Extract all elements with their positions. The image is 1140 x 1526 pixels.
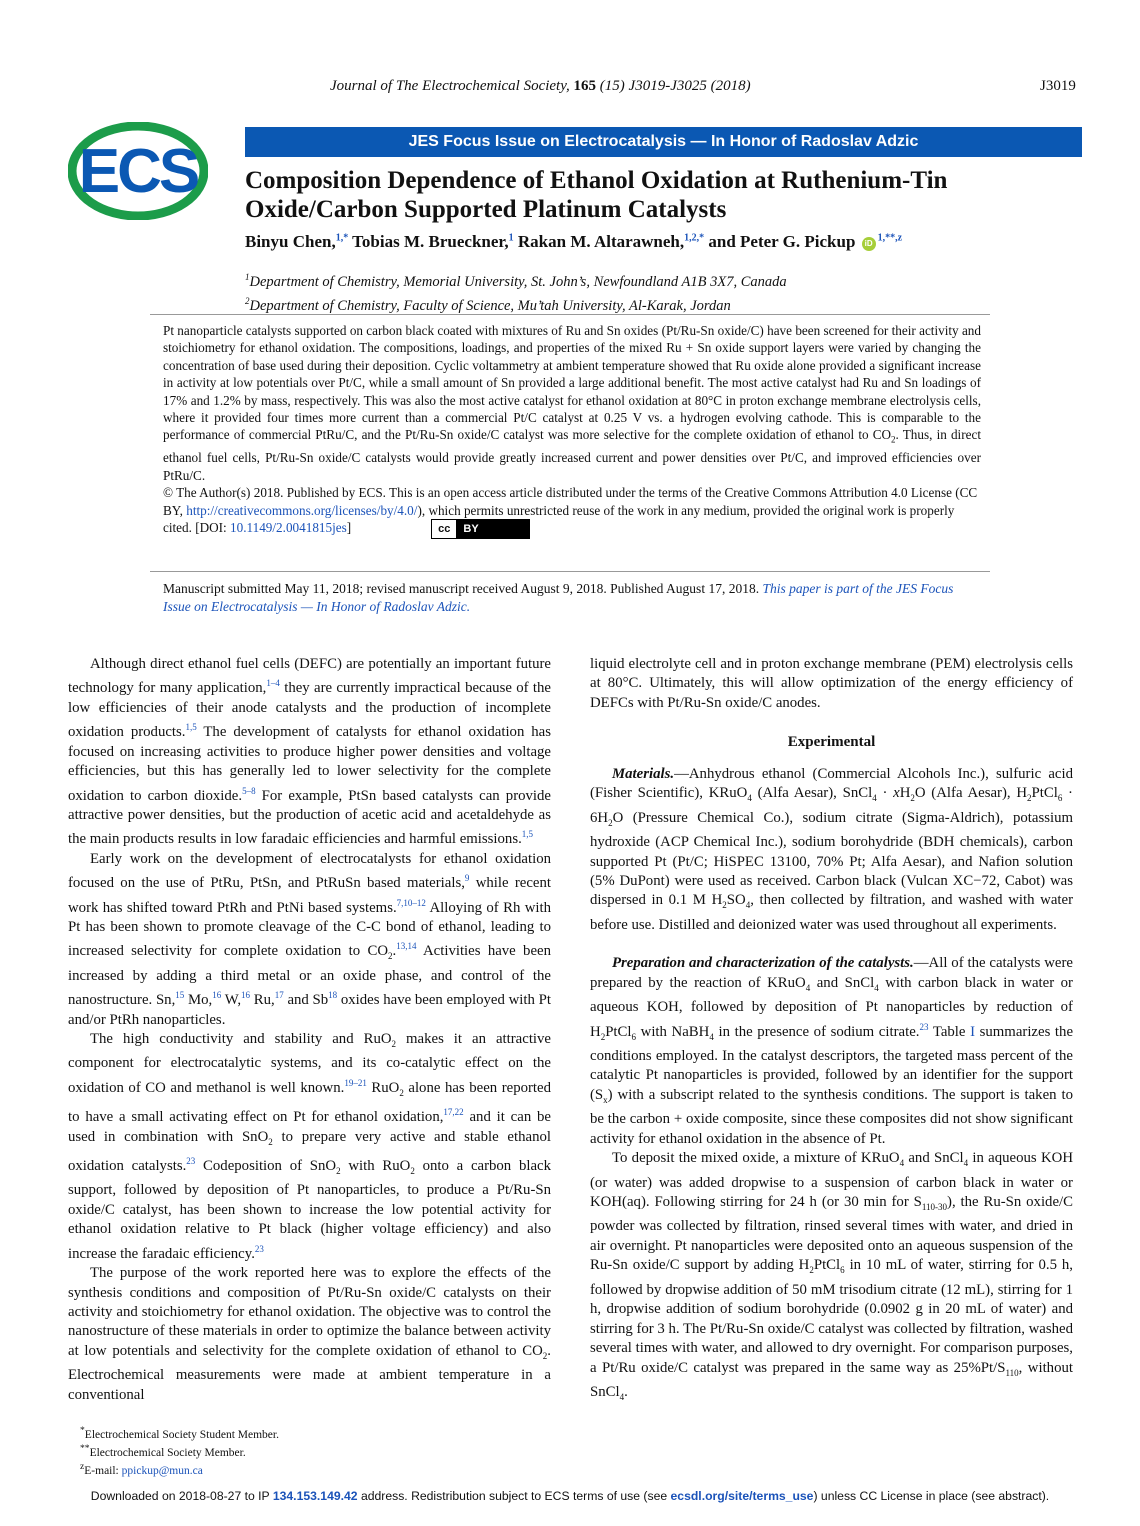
author-name: Tobias M. Brueckner,	[352, 232, 509, 251]
footnote: *Electrochemical Society Student Member.	[80, 1425, 279, 1441]
author-list	[245, 232, 902, 252]
journal-citation: Journal of The Electrochemical Society, 165 (15) J3019-J3025 (2018)	[330, 78, 751, 94]
paragraph: The purpose of the work reported here was to explore the effects of the synthesis conditions and composition of Pt/Ru-Sn oxide/C catalysts on their activity and stoichiometry for ethanol oxidation. The objective was to control the nanostructure of these materials in order to optimize the balance between activity at low potentials and selectivity for the complete oxidation of ethanol to $CO_2$. Electrochemical measurements were made at ambient temperature in a conventional	[68, 1265, 551, 1403]
abstract	[163, 322, 981, 539]
article-title: Composition Dependence of Ethanol Oxidation at Ruthenium-Tin Oxide/Carbon Supported Platinum Catalysts	[245, 167, 948, 223]
license-link[interactable]: http://creativecommons.org/licenses/by/4.0/	[186, 502, 418, 518]
author-mark: 1,**,z	[877, 232, 903, 244]
body-column-left	[68, 655, 551, 1405]
author-mark: 1,*	[335, 232, 349, 244]
affiliation: $^2$Department of Chemistry, Faculty of Science, Mu’tah University, Al-Karak, Jordan	[245, 295, 731, 314]
ecs-logo	[68, 122, 208, 220]
email-link[interactable]: ppickup@mun.ca	[121, 1465, 203, 1478]
paragraph: To deposit the mixed oxide, a mixture of KRuO$_4$ and SnCl$_4$ in aqueous KOH (or water) was added dropwise to a suspension of carbon black in water or KOH(aq). Following stirring for 24 h (or 30 min for $S_{110-30}$), the Ru-Sn oxide/C powder was collected by filtration, rinsed several times with water, and dried in air overnight. Pt nanoparticles were deposited onto an aqueous suspension of the Ru-Sn oxide/C support by adding $H_2PtCl_6$ in 10 mL of water, stirring for 0.5 h, followed by dropwise addition of 50 mM trisodium citrate (12 mL), stirring for 1 h, dropwise addition of sodium borohydride (0.0902 g in 20 mL of water) and stirring for 3 h. The Pt/Ru-Sn oxide/C catalyst was collected by filtration, washed several times with water, and allowed to dry overnight. For comparison purposes, a Pt/Ru oxide/C catalyst was prepared in the same way as $25\%Pt/S_{110}$, without SnCl$_4$.	[590, 1150, 1074, 1402]
focus-issue-link[interactable]: This paper is part of the JES Focus Issue on Electrocatalysis — In Honor of Radoslav Adzic.	[163, 581, 954, 614]
section-heading-experimental: Experimental	[787, 734, 876, 751]
affiliation: $^1$Department of Chemistry, Memorial University, St. John’s, Newfoundland A1B 3X7, Canada	[245, 272, 787, 290]
orcid-icon[interactable]: iD	[862, 237, 876, 251]
paragraph: Early work on the development of electrocatalysts for ethanol oxidation focused on the use of PtRu, PtSn, and PtRuSn based materials,$^9$ while recent work has shifted toward PtRh and PtNi based systems.$^{7,10-12}$ Alloying of Rh with Pt has been shown to promote cleavage of the C-C bond of ethanol, leading to increased selectivity for complete oxidation to $CO_2.^{13,14}$ Activities have been increased by adding a third metal or an oxide phase, and control of the nanostructure. Sn,$^{15}$ Mo,$^{16}$ W,$^{16}$ Ru,$^{17}$ and Sb$^{18}$ oxides have been employed with Pt and/or PtRh nanoparticles.	[68, 850, 551, 1028]
license-statement: © The Author(s) 2018. Published by ECS. This is an open access article distributed under the terms of the Creative Commons Attribution 4.0 License (CC BY, http://creativecommons.org/licenses/by/4.0/), which permits unrestricted reuse of the work in any medium, provided the original work is properly cited. [DOI: 10.1149/2.0041815jes] cc BY	[163, 484, 981, 539]
author-name: Rakan M. Altarawneh,	[517, 232, 685, 251]
cc-by-badge[interactable]: cc BY	[431, 519, 530, 539]
footnote: **Electrochemical Society Member.	[80, 1443, 246, 1459]
paragraph: The high conductivity and stability and RuO$_2$ makes it an attractive component for electrocatalytic systems, and its co-catalytic effect on the oxidation of CO and methanol is well known.$^{19-21}$ RuO$_2$ alone has been reported to have a small activating effect on Pt for ethanol oxidation,$^{17,22}$ and it can be used in combination with SnO$_2$ to prepare very active and stable ethanol oxidation catalysts.$^{23}$ Codeposition of SnO$_2$ with RuO$_2$ onto a carbon black support, followed by deposition of Pt nanoparticles, to produce a Pt/Ru-Sn oxide/C catalyst, has been shown to increase the low potential activity for ethanol oxidation relative to Pt black (higher voltage efficiency) and also increase the faradaic efficiency.$^{23}$	[68, 1031, 552, 1262]
ip-link[interactable]: 134.153.149.42	[272, 1489, 358, 1503]
paragraph: Although direct ethanol fuel cells (DEFC) are potentially an important future technology for many application,$^{1-4}$ they are currently impractical because of the low efficiencies of their anode catalysts and the production of incomplete oxidation products.$^{1,5}$ The development of catalysts for ethanol oxidation has focused on increasing activities to produce higher power densities and voltage efficiencies, but this has generally led to lower selectivity for the complete oxidation to carbon dioxide.$^{5-8}$ For example, PtSn based catalysts can provide attractive power densities, but the production of acetic acid and acetaldehyde as the main products results in low faradaic efficiencies and harmful emissions.$^{1,5}$	[68, 656, 551, 848]
paragraph: liquid electrolyte cell and in proton exchange membrane (PEM) electrolysis cells at 80°C. Ultimately, this will allow optimization of the energy efficiency of DEFCs with Pt/Ru-Sn oxide/C anodes.	[590, 656, 1073, 711]
focus-issue-banner: JES Focus Issue on Electrocatalysis — In Honor of Radoslav Adzic	[245, 127, 1082, 157]
author-mark: 1,2,*	[684, 232, 705, 244]
affiliations	[245, 268, 787, 316]
manuscript-info: Manuscript submitted May 11, 2018; revised manuscript received August 9, 2018. Published August 17, 2018. This paper is part of the JES Focus Issue on Electrocatalysis — In Honor of Radoslav Adzic.	[163, 581, 954, 614]
abstract-body: Pt nanoparticle catalysts supported on carbon black coated with mixtures of Ru and Sn oxides (Pt/Ru-Sn oxide/C) have been screened for their activity and stoichiometry for ethanol oxidation. The compositions, loadings, and properties of the mixed Ru + Sn oxide support layers were varied by changing the concentration of base used during their deposition. Cyclic voltammetry at ambient temperature showed that Ru oxide alone provided a significant increase in activity at low potentials over Pt/C, while a small amount of Sn provided a large additional benefit. The most active catalyst had Ru and Sn loadings of 17% and 1.2% by mass, respectively. This was also the most active catalyst for ethanol oxidation at 80°C in proton exchange membrane electrolysis cells, where it provided four times more current than a commercial Pt/C catalyst at 0.25 V vs. a hydrogen evolving cathode. This is comparable to the performance of commercial PtRu/C, and the Pt/Ru-Sn oxide/C catalyst was more selective for the complete oxidation of ethanol to $CO_2$. Thus, in direct ethanol fuel cells, Pt/Ru-Sn oxide/C catalysts would provide greatly increased current and power densities over Pt/C, and improved efficiencies over PtRu/C.	[163, 323, 981, 483]
author-mark: 1	[508, 232, 514, 244]
paragraph: Preparation and characterization of the catalysts.—All of the catalysts were prepared by the reaction of KRuO$_4$ and SnCl$_4$ with carbon black in water or aqueous KOH, followed by deposition of Pt nanoparticles by reduction of $H_2PtCl_6$ with NaBH$_4$ in the presence of sodium citrate.$^{23}$ Table I summarizes the conditions employed. In the catalyst descriptors, the targeted mass percent of the catalytic Pt nanoparticles is provided, followed by an identifier for the support $(S_x)$ with a subscript related to the synthesis conditions. The support is taken to be the carbon + oxide composite, since these composites did not show significant activity for ethanol oxidation in the absence of Pt.	[590, 955, 1074, 1147]
body-column-right	[590, 655, 1073, 1407]
download-footer: Downloaded on 2018-08-27 to IP 134.153.149.42 address. Redistribution subject to ECS terms of use (see ecsdl.org/site/terms_use) unless CC License in place (see abstract).	[90, 1489, 1050, 1503]
footnote: $^z$E-mail: ppickup@mun.ca	[80, 1461, 203, 1478]
logo-text: ECS	[78, 137, 198, 206]
page-number: J3019	[1040, 78, 1076, 94]
terms-link[interactable]: ecsdl.org/site/terms_use	[670, 1489, 814, 1503]
author-name: and Peter G. Pickup	[708, 232, 856, 251]
author-name: Binyu Chen,	[245, 232, 336, 251]
doi-link[interactable]: 10.1149/2.0041815jes	[230, 520, 347, 536]
paragraph: Materials.—Anhydrous ethanol (Commercial Alcohols Inc.), sulfuric acid (Fisher Scientific), KRuO$_4$ (Alfa Aesar), SnCl$_4$ · $xH_2O$ (Alfa Aesar), $H_2PtCl_6 \cdot 6H_2O$ (Pressure Chemical Co.), sodium citrate (Sigma-Aldrich), potassium hydroxide (ACP Chemical Inc.), sodium borohydride (BDH chemicals), carbon supported Pt (Pt/C; HiSPEC 13100, 70% Pt; Alfa Aesar), and Nafion solution (5% DuPont) were used as received. Carbon black (Vulcan XC−72, Cabot) was dispersed in 0.1 M $H_2SO_4$, then collected by filtration, and washed with water before use. Distilled and deionized water was used throughout all experiments.	[590, 765, 1073, 933]
footnotes	[80, 1424, 480, 1478]
